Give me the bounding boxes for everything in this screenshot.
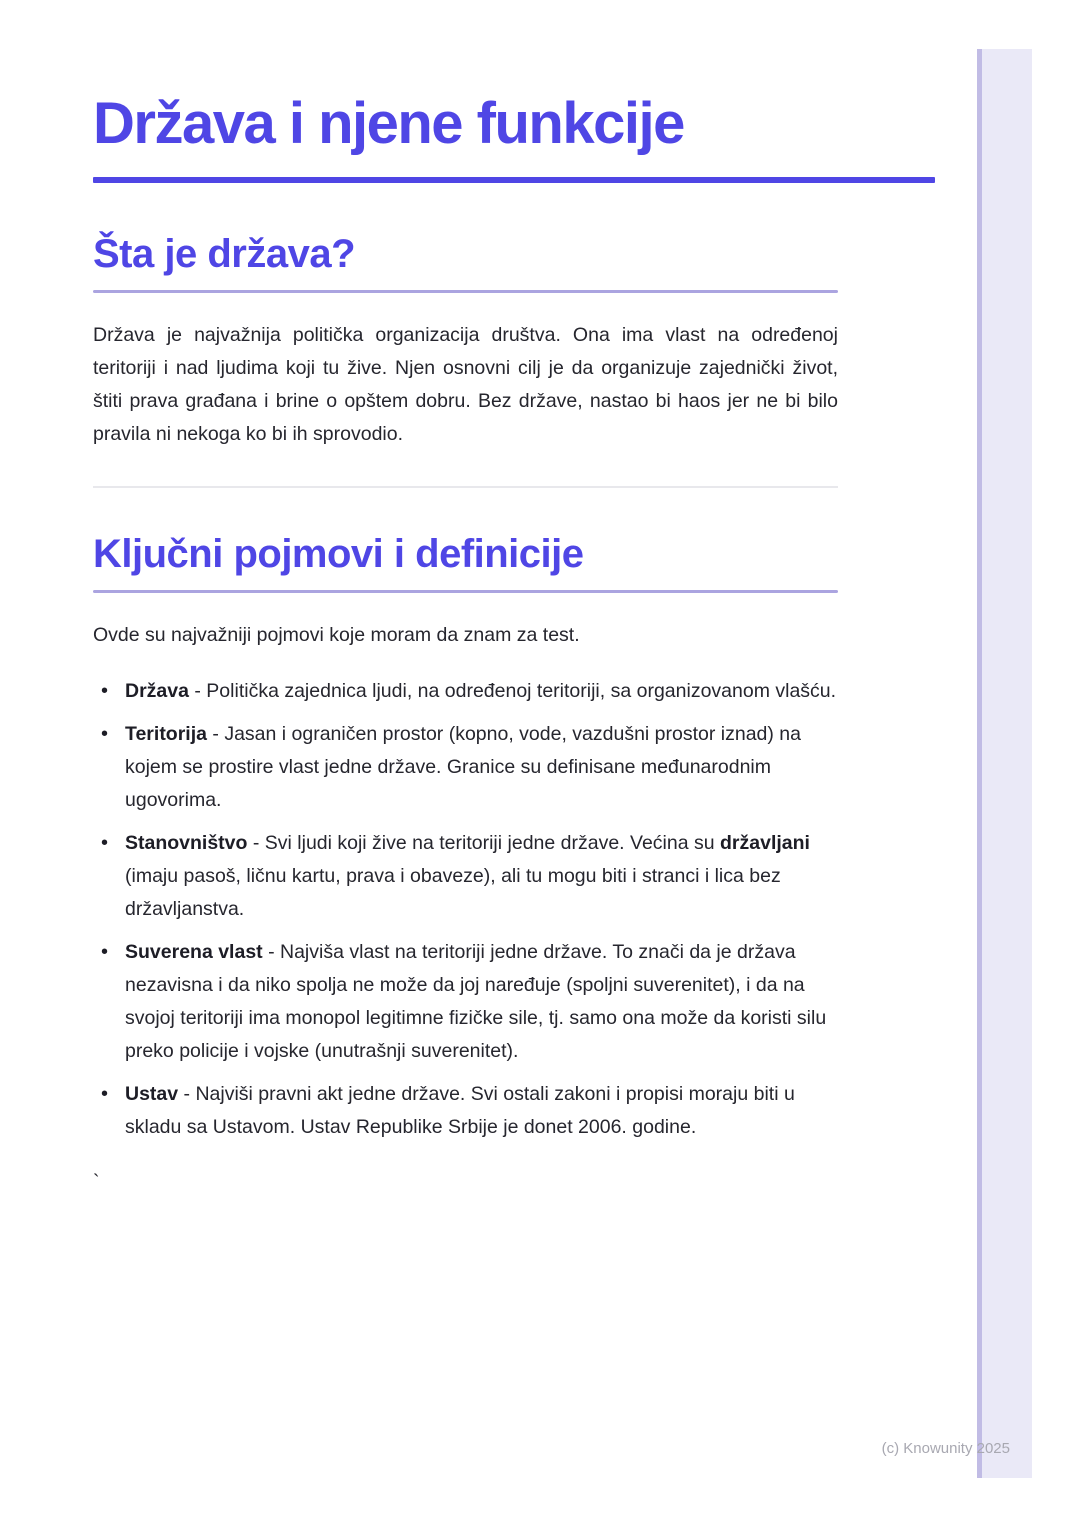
- document-page: [93, 0, 838, 1199]
- definitions-list: [93, 675, 838, 1144]
- list-item-teritorija: • Teritorija - Jasan i ograničen prostor (kopno, vode, vazdušni prostor iznad) na kojem se prostire vlast jedne države. Granice su definisane međunarodnim ugovorima.: [93, 718, 838, 817]
- copyright: (c) Knowunity 2025: [881, 1440, 1010, 1457]
- list-item-stanovnistvo: • Stanovništvo - Svi ljudi koji žive na teritoriji jedne države. Većina su državljani (imaju pasoš, ličnu kartu, prava i obaveze), ali tu mogu biti i stranci i lica bez državljanstva.: [93, 827, 838, 926]
- terms-intro-text: Ovde su najvažniji pojmovi koje moram da znam za test.: [93, 623, 580, 646]
- section-divider: [93, 486, 838, 488]
- list-item-ustav: • Ustav - Najviši pravni akt jedne države. Svi ostali zakoni i propisi moraju biti u skladu sa Ustavom. Ustav Republike Srbije je donet 2006. godine.: [93, 1078, 838, 1144]
- intro-paragraph: Država je najvažnija politička organizacija društva. Ona ima vlast na određenoj teritoriji i nad ljudima koji tu žive. Njen osnovni cilj je da organizuje zajednički život, štiti prava građana i brine o opštem dobru. Bez države, nastao bi haos jer ne bi bilo pravila ni nekoga ko bi ih sprovodio.: [93, 323, 838, 445]
- right-margin-strip: [977, 49, 1032, 1478]
- page-title: Država i njene funkcije: [93, 91, 684, 156]
- section-heading-sta-je-drzava: Šta je država?: [93, 231, 356, 276]
- section-sta-je-drzava: [93, 230, 838, 451]
- list-item-drzava: • Država - Politička zajednica ljudi, na određenoj teritoriji, sa organizovanom vlašću.: [93, 675, 838, 708]
- list-item-suverena-vlast: • Suverena vlast - Najviša vlast na teritoriji jedne države. To znači da je država nezavisna i da niko spolja ne može da joj naređuje (spoljni suverenitet), i da na svojoj teritoriji ima monopol legitimne fizičke sile, tj. samo ona može da koristi silu preko policije i vojske (unutrašnji suverenitet).: [93, 936, 838, 1068]
- section-heading-kljucni-pojmovi: Ključni pojmovi i definicije: [93, 531, 584, 576]
- heading-rule: [93, 590, 838, 593]
- stray-backtick-character: `: [93, 1170, 100, 1193]
- section-kljucni-pojmovi: [93, 530, 838, 1144]
- title-rule: [93, 177, 935, 183]
- heading-rule: [93, 290, 838, 293]
